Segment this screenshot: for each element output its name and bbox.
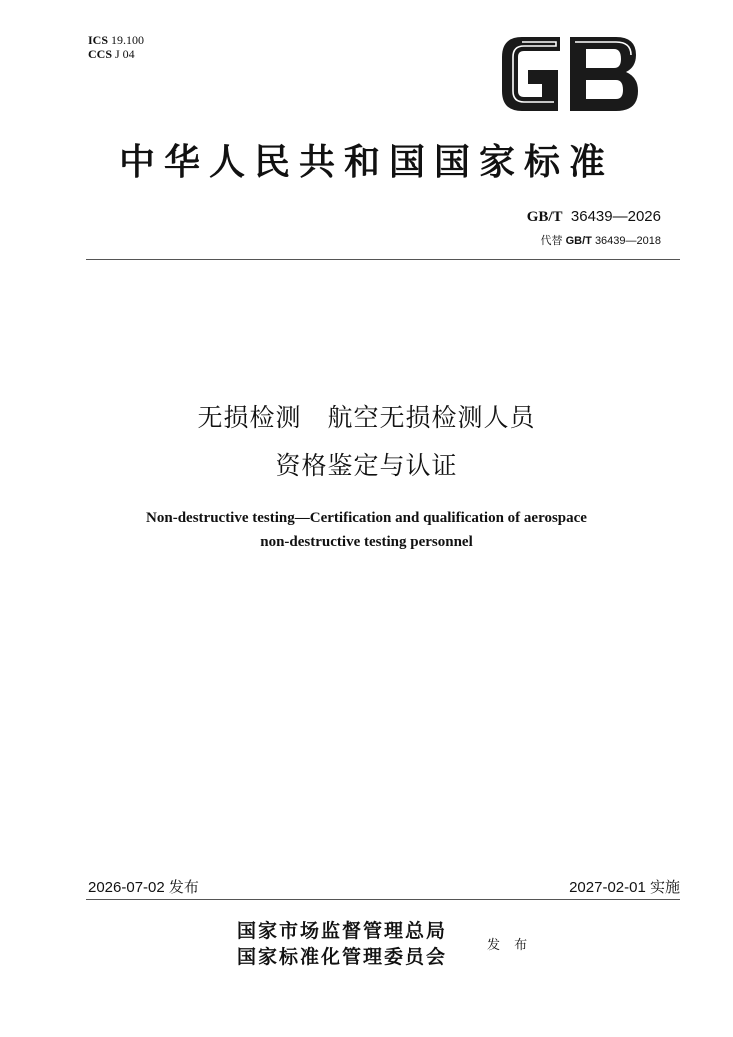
gb-logo <box>498 34 640 114</box>
standard-number-value: 36439—2026 <box>570 208 661 225</box>
ccs-value: J 04 <box>115 47 135 61</box>
standard-prefix: GB/T <box>526 209 563 225</box>
publish-date <box>88 876 199 897</box>
gb-logo-g <box>502 37 560 111</box>
ics-label: ICS <box>88 33 109 47</box>
title-cn-line2: 资格鉴定与认证 <box>275 451 458 480</box>
implement-date-value: 2027-02-01 <box>569 879 646 896</box>
ccs-code <box>88 47 144 61</box>
publish-date-label: 发布 <box>168 879 199 896</box>
country-standard-heading: 中华人民共和国国家标准 <box>118 141 614 183</box>
publish-word: 发 布 <box>487 938 533 953</box>
gb-logo-b <box>570 37 638 111</box>
classification-codes <box>88 33 144 61</box>
implement-date-label: 实施 <box>649 879 680 896</box>
ccs-label: CCS <box>88 47 113 61</box>
ics-value: 19.100 <box>111 33 145 47</box>
title-en-line1: Non-destructive testing—Certification and qualification of aerospace <box>146 510 587 526</box>
replaces-note <box>541 232 661 248</box>
standard-number <box>527 208 661 226</box>
title-en-line2: non-destructive testing personnel <box>260 534 473 550</box>
ics-code <box>88 33 144 47</box>
replaces-label: 代替 <box>540 235 563 247</box>
replaces-prefix: GB/T <box>565 235 592 247</box>
replaces-number: 36439—2018 <box>594 235 661 247</box>
publish-date-value: 2026-07-02 <box>88 879 165 896</box>
issuer-sac: 国家标准化管理委员会 <box>237 946 448 968</box>
implement-date <box>569 876 680 897</box>
footer-divider <box>86 899 680 900</box>
title-cn-line1: 无损检测 航空无损检测人员 <box>197 403 536 432</box>
header-divider <box>86 259 680 260</box>
issuer-samr: 国家市场监督管理总局 <box>237 920 448 942</box>
